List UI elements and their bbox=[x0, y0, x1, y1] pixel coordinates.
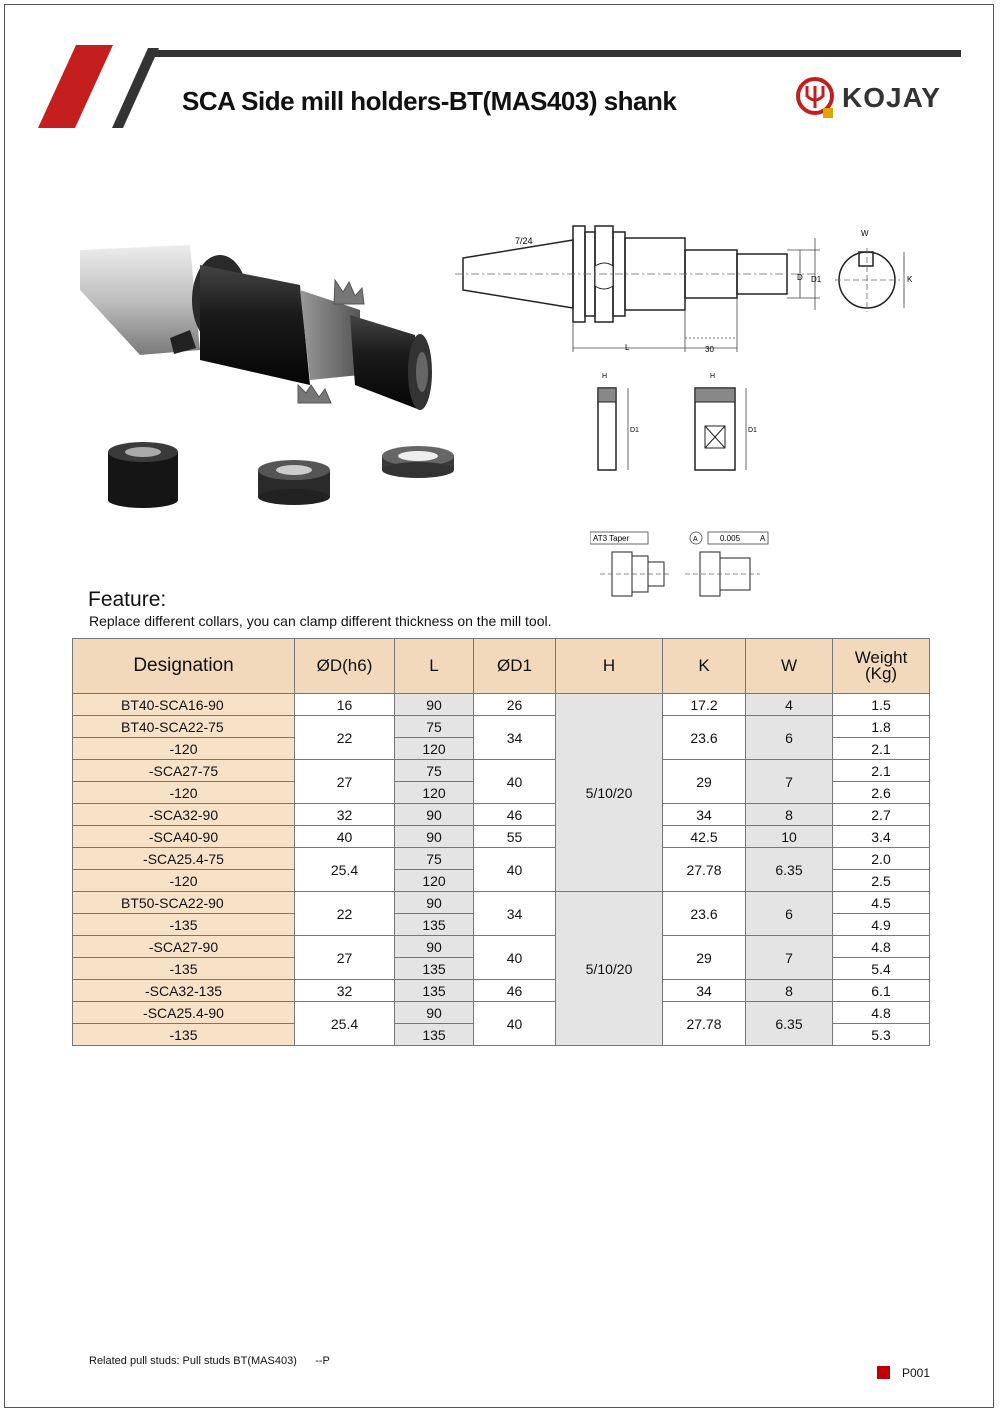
technical-drawing-main bbox=[455, 210, 925, 370]
table-row bbox=[73, 694, 930, 716]
technical-drawing-tolerance bbox=[590, 530, 780, 600]
header-bar bbox=[155, 50, 961, 57]
h-cell: 5/10/20 bbox=[556, 694, 663, 892]
d1-cell: 46 bbox=[474, 804, 556, 826]
l-cell: 90 bbox=[395, 826, 474, 848]
l-cell: 90 bbox=[395, 936, 474, 958]
footer-note: Related pull studs: Pull studs BT(MAS403) --P bbox=[89, 1355, 330, 1367]
designation-cell: -120 bbox=[73, 870, 295, 892]
l-cell: 135 bbox=[395, 1024, 474, 1046]
spec-table bbox=[72, 638, 930, 1046]
k-cell: 27.78 bbox=[663, 1002, 746, 1046]
at3-taper-label: AT3 Taper bbox=[593, 534, 630, 543]
designation-cell: -SCA27-90 bbox=[73, 936, 295, 958]
table-row bbox=[73, 1002, 930, 1024]
weight-cell: 2.7 bbox=[833, 804, 930, 826]
designation-cell: -SCA25.4-75 bbox=[73, 848, 295, 870]
d1-label-2: D1 bbox=[748, 427, 757, 434]
w-cell: 7 bbox=[746, 760, 833, 804]
table-row bbox=[73, 980, 930, 1002]
d1-label-1: D1 bbox=[630, 427, 639, 434]
l-cell: 120 bbox=[395, 782, 474, 804]
header-weight-unit: (Kg) bbox=[864, 664, 898, 683]
d-cell: 25.4 bbox=[295, 1002, 395, 1046]
header-k: K bbox=[663, 639, 746, 694]
l-cell: 90 bbox=[395, 892, 474, 914]
technical-drawing-collars bbox=[570, 366, 770, 481]
l-cell: 75 bbox=[395, 716, 474, 738]
k-cell: 17.2 bbox=[663, 694, 746, 716]
l-cell: 135 bbox=[395, 980, 474, 1002]
weight-cell: 1.8 bbox=[833, 716, 930, 738]
designation-cell: -SCA40-90 bbox=[73, 826, 295, 848]
k-cell: 23.6 bbox=[663, 892, 746, 936]
feature-title: Feature: bbox=[88, 588, 167, 611]
weight-cell: 4.8 bbox=[833, 936, 930, 958]
l-cell: 135 bbox=[395, 958, 474, 980]
designation-cell: -120 bbox=[73, 738, 295, 760]
table-row bbox=[73, 936, 930, 958]
header-weight bbox=[833, 639, 930, 694]
weight-cell: 2.1 bbox=[833, 760, 930, 782]
weight-cell: 1.5 bbox=[833, 694, 930, 716]
product-photo bbox=[70, 220, 470, 520]
weight-cell: 2.1 bbox=[833, 738, 930, 760]
k-cell: 34 bbox=[663, 980, 746, 1002]
l-cell: 120 bbox=[395, 870, 474, 892]
w-cell: 6 bbox=[746, 716, 833, 760]
d-cell: 32 bbox=[295, 980, 395, 1002]
weight-cell: 2.6 bbox=[833, 782, 930, 804]
weight-cell: 5.4 bbox=[833, 958, 930, 980]
table-row bbox=[73, 892, 930, 914]
designation-cell: -135 bbox=[73, 914, 295, 936]
d1-label: D1 bbox=[811, 275, 822, 284]
d-cell: 32 bbox=[295, 804, 395, 826]
d-cell: 22 bbox=[295, 892, 395, 936]
w-cell: 6.35 bbox=[746, 1002, 833, 1046]
d-cell: 27 bbox=[295, 760, 395, 804]
taper-label: 7/24 bbox=[515, 236, 533, 246]
w-cell: 4 bbox=[746, 694, 833, 716]
weight-cell: 6.1 bbox=[833, 980, 930, 1002]
page-marker-icon bbox=[877, 1366, 890, 1379]
d1-cell: 40 bbox=[474, 936, 556, 980]
designation-cell: -SCA27-75 bbox=[73, 760, 295, 782]
weight-cell: 5.3 bbox=[833, 1024, 930, 1046]
k-cell: 29 bbox=[663, 936, 746, 980]
header-designation: Designation bbox=[73, 639, 295, 694]
designation-cell: BT40-SCA16-90 bbox=[73, 694, 295, 716]
designation-cell: BT40-SCA22-75 bbox=[73, 716, 295, 738]
weight-cell: 4.5 bbox=[833, 892, 930, 914]
h-label-1: H bbox=[602, 373, 608, 380]
designation-cell: -135 bbox=[73, 958, 295, 980]
weight-cell: 4.8 bbox=[833, 1002, 930, 1024]
d1-cell: 40 bbox=[474, 760, 556, 804]
designation-cell: BT50-SCA22-90 bbox=[73, 892, 295, 914]
weight-cell: 3.4 bbox=[833, 826, 930, 848]
table-row bbox=[73, 804, 930, 826]
l-cell: 90 bbox=[395, 1002, 474, 1024]
k-cell: 27.78 bbox=[663, 848, 746, 892]
table-row bbox=[73, 716, 930, 738]
datum-ref-label: A bbox=[760, 534, 766, 543]
w-cell: 6 bbox=[746, 892, 833, 936]
l-cell: 135 bbox=[395, 914, 474, 936]
k-label: K bbox=[907, 275, 913, 284]
page-number: P001 bbox=[902, 1366, 931, 1380]
k-cell: 23.6 bbox=[663, 716, 746, 760]
w-cell: 8 bbox=[746, 980, 833, 1002]
table-header-row bbox=[73, 639, 930, 694]
header-d1: ØD1 bbox=[474, 639, 556, 694]
page-title: SCA Side mill holders-BT(MAS403) shank bbox=[182, 86, 677, 116]
d-cell: 25.4 bbox=[295, 848, 395, 892]
d-cell: 27 bbox=[295, 936, 395, 980]
table-row bbox=[73, 848, 930, 870]
header-d: ØD(h6) bbox=[295, 639, 395, 694]
l-cell: 75 bbox=[395, 848, 474, 870]
w-label: W bbox=[861, 229, 869, 238]
designation-cell: -SCA32-135 bbox=[73, 980, 295, 1002]
designation-cell: -135 bbox=[73, 1024, 295, 1046]
feature-description: Replace different collars, you can clamp different thickness on the mill tool. bbox=[89, 613, 552, 629]
w-cell: 6.35 bbox=[746, 848, 833, 892]
w-cell: 7 bbox=[746, 936, 833, 980]
d-cell: 22 bbox=[295, 716, 395, 760]
weight-cell: 2.5 bbox=[833, 870, 930, 892]
l-cell: 90 bbox=[395, 804, 474, 826]
d1-cell: 55 bbox=[474, 826, 556, 848]
header-l: L bbox=[395, 639, 474, 694]
d1-cell: 40 bbox=[474, 1002, 556, 1046]
kojay-logo-icon bbox=[793, 72, 843, 124]
header-weight-label: Weight bbox=[854, 648, 908, 667]
thirty-label: 30 bbox=[705, 345, 714, 354]
d1-cell: 40 bbox=[474, 848, 556, 892]
weight-cell: 4.9 bbox=[833, 914, 930, 936]
brand-name: KOJAY bbox=[842, 82, 941, 113]
table-row bbox=[73, 760, 930, 782]
header-h: H bbox=[556, 639, 663, 694]
h-label-2: H bbox=[710, 373, 716, 380]
header-w: W bbox=[746, 639, 833, 694]
d-cell: 16 bbox=[295, 694, 395, 716]
designation-cell: -120 bbox=[73, 782, 295, 804]
brand-stripes bbox=[38, 45, 168, 130]
w-cell: 8 bbox=[746, 804, 833, 826]
l-cell: 120 bbox=[395, 738, 474, 760]
w-cell: 10 bbox=[746, 826, 833, 848]
d1-cell: 26 bbox=[474, 694, 556, 716]
designation-cell: -SCA25.4-90 bbox=[73, 1002, 295, 1024]
d1-cell: 46 bbox=[474, 980, 556, 1002]
weight-cell: 2.0 bbox=[833, 848, 930, 870]
designation-cell: -SCA32-90 bbox=[73, 804, 295, 826]
length-label: L bbox=[625, 343, 630, 352]
d1-cell: 34 bbox=[474, 716, 556, 760]
h-cell: 5/10/20 bbox=[556, 892, 663, 1046]
table-row bbox=[73, 826, 930, 848]
k-cell: 29 bbox=[663, 760, 746, 804]
datum-label: A bbox=[693, 536, 698, 543]
d-label: D bbox=[797, 273, 803, 282]
l-cell: 75 bbox=[395, 760, 474, 782]
l-cell: 90 bbox=[395, 694, 474, 716]
d-cell: 40 bbox=[295, 826, 395, 848]
d1-cell: 34 bbox=[474, 892, 556, 936]
runout-label: 0.005 bbox=[720, 534, 741, 543]
k-cell: 34 bbox=[663, 804, 746, 826]
k-cell: 42.5 bbox=[663, 826, 746, 848]
